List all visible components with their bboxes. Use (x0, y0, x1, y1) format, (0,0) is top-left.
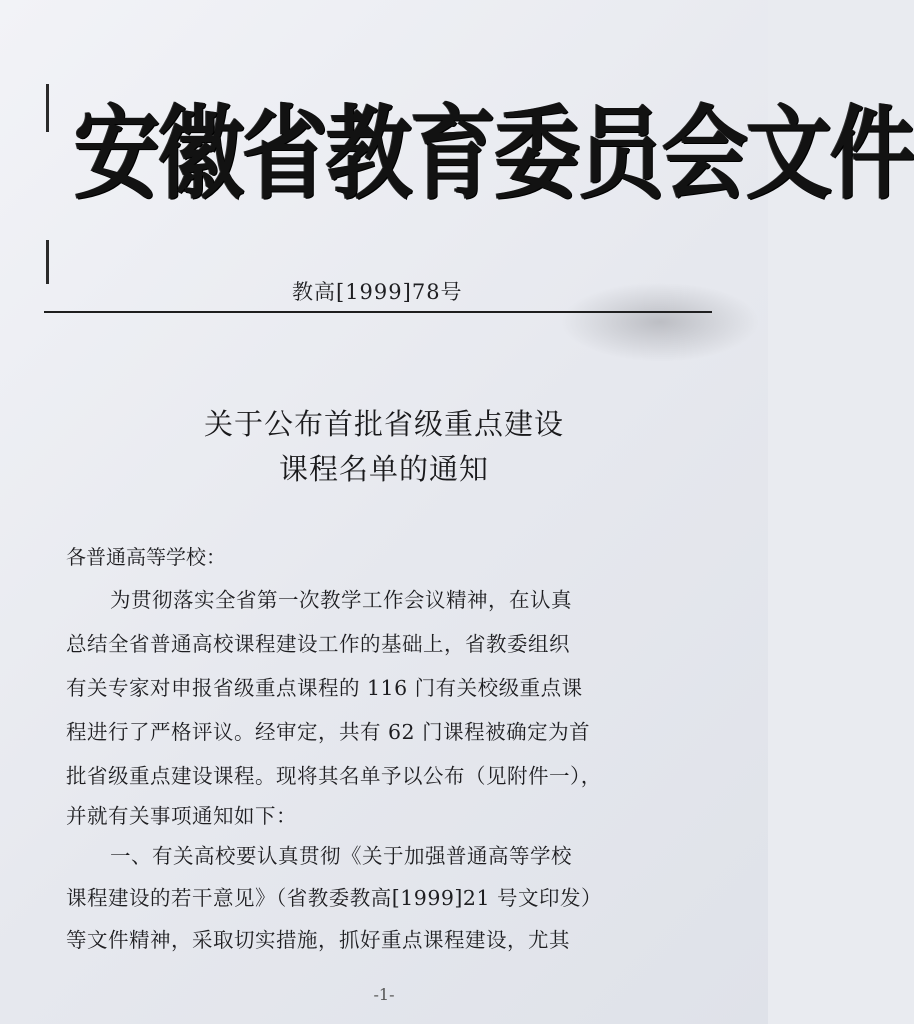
body-line: 有关专家对申报省级重点课程的 116 门有关校级重点课 (66, 676, 583, 700)
body-line: 并就有关事项通知如下： (66, 804, 297, 828)
body-line: 等文件精神，采取切实措施，抓好重点课程建设，尤其 (66, 928, 570, 952)
body-line: 总结全省普通高校课程建设工作的基础上，省教委组织 (66, 632, 570, 656)
body-line: 程进行了严格评议。经审定，共有 62 门课程被确定为首 (66, 720, 591, 744)
body-line: 为贯彻落实全省第一次教学工作会议精神，在认真 (110, 588, 572, 612)
page-number: -1- (373, 985, 395, 1004)
notice-title-line-1: 关于公布首批省级重点建设 (203, 407, 564, 441)
ink-smudge (560, 282, 760, 362)
body-line: 课程建设的若干意见》（省教委教高[1999]21 号文印发） (66, 886, 603, 910)
notice-title-line-2: 课程名单的通知 (278, 452, 489, 486)
letterhead-title: 安徽省教育委员会文件 (74, 95, 914, 214)
margin-mark-top (46, 84, 49, 132)
salutation: 各普通高等学校： (66, 545, 226, 569)
body-line: 一、有关高校要认真贯彻《关于加强普通高等学校 (110, 844, 572, 868)
body-line: 批省级重点建设课程。现将其名单予以公布（见附件一）， (66, 764, 602, 788)
margin-mark-middle (46, 240, 49, 284)
document-number: 教高[1999]78号 (292, 280, 463, 304)
